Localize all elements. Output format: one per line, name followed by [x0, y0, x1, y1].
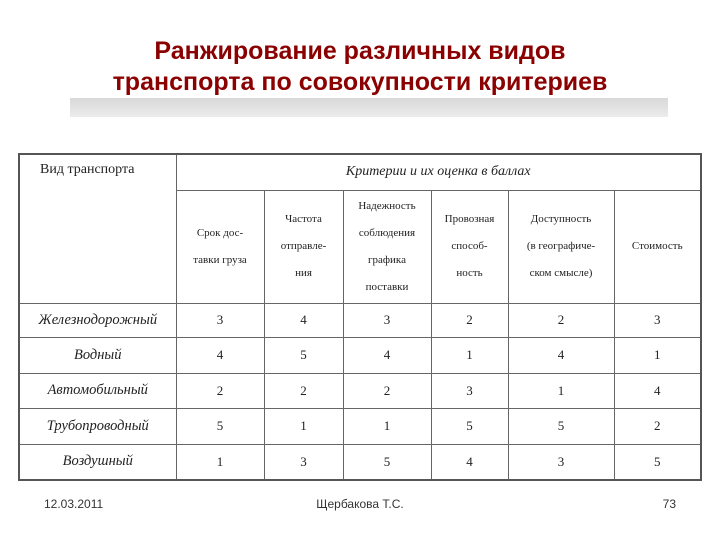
table-row — [19, 373, 701, 408]
table-row — [19, 337, 701, 373]
score-cell: 1 — [431, 337, 508, 373]
score-cell: 3 — [343, 303, 431, 337]
criterion-cost — [614, 190, 701, 303]
criterion-text: ском смысле) — [529, 267, 593, 279]
score-cell: 4 — [176, 337, 264, 373]
score-cell: 1 — [614, 337, 701, 373]
criterion-text: способ- — [451, 240, 488, 252]
slide-title-line-2: транспорта по совокупности критериев — [112, 68, 608, 96]
table-row — [19, 303, 701, 337]
transport-type-label: Автомобильный — [19, 373, 176, 408]
criterion-delivery-time — [176, 190, 264, 303]
score-cell: 1 — [176, 444, 264, 480]
score-cell: 5 — [343, 444, 431, 480]
transport-type-label: Воздушный — [19, 444, 176, 480]
score-cell: 5 — [431, 408, 508, 444]
score-cell: 1 — [508, 373, 614, 408]
criteria-header — [176, 154, 701, 190]
score-cell: 5 — [264, 337, 343, 373]
criterion-reliability — [343, 190, 431, 303]
score-cell: 3 — [176, 303, 264, 337]
table-row — [19, 408, 701, 444]
score-cell: 3 — [508, 444, 614, 480]
criterion-text: ность — [456, 267, 483, 279]
score-cell: 2 — [614, 408, 701, 444]
score-cell: 5 — [508, 408, 614, 444]
transport-type-label: Трубопроводный — [19, 408, 176, 444]
footer-author: Щербакова Т.С. — [316, 497, 404, 511]
criterion-text: графика — [368, 253, 406, 266]
transport-type-label: Железнодорожный — [19, 303, 176, 337]
score-cell: 4 — [343, 337, 431, 373]
criterion-text: (в географиче- — [526, 240, 596, 252]
criterion-frequency — [264, 190, 343, 303]
score-cell: 3 — [431, 373, 508, 408]
score-cell: 2 — [176, 373, 264, 408]
footer-date: 12.03.2011 — [44, 497, 104, 511]
score-cell: 4 — [431, 444, 508, 480]
score-cell: 4 — [508, 337, 614, 373]
score-cell: 3 — [614, 303, 701, 337]
criterion-text: Провозная — [444, 213, 495, 225]
criterion-text: Стоимость — [631, 240, 683, 252]
transport-type-header — [19, 154, 176, 303]
criterion-capacity — [431, 190, 508, 303]
transport-type-header-text: Вид транспорта — [40, 162, 135, 177]
score-cell: 1 — [264, 408, 343, 444]
criterion-accessibility — [508, 190, 614, 303]
ranking-table — [18, 153, 702, 481]
criterion-text: Срок дос- — [196, 226, 244, 239]
score-cell: 5 — [176, 408, 264, 444]
slide-title — [0, 36, 720, 98]
score-cell: 2 — [343, 373, 431, 408]
table-row — [19, 444, 701, 480]
criterion-text: отправле- — [280, 240, 327, 252]
criterion-text: Надежность — [358, 199, 416, 212]
score-cell: 2 — [264, 373, 343, 408]
criterion-text: Доступность — [530, 213, 592, 225]
transport-type-label: Водный — [19, 337, 176, 373]
criterion-text: поставки — [365, 280, 409, 293]
slide-title-line-1: Ранжирование различных видов — [154, 37, 566, 65]
score-cell: 5 — [614, 444, 701, 480]
score-cell: 4 — [264, 303, 343, 337]
score-cell: 2 — [508, 303, 614, 337]
score-cell: 3 — [264, 444, 343, 480]
score-cell: 1 — [343, 408, 431, 444]
table-header-row — [19, 154, 701, 190]
criterion-text: ния — [295, 267, 312, 279]
score-cell: 2 — [431, 303, 508, 337]
title-underline-bar — [70, 98, 668, 117]
criterion-text: тавки груза — [193, 253, 247, 266]
score-cell: 4 — [614, 373, 701, 408]
criterion-text: Частота — [285, 213, 322, 225]
footer-page-number: 73 — [662, 497, 676, 511]
criterion-text: соблюдения — [358, 226, 416, 239]
criteria-header-text: Критерии и их оценка в баллах — [345, 164, 531, 180]
